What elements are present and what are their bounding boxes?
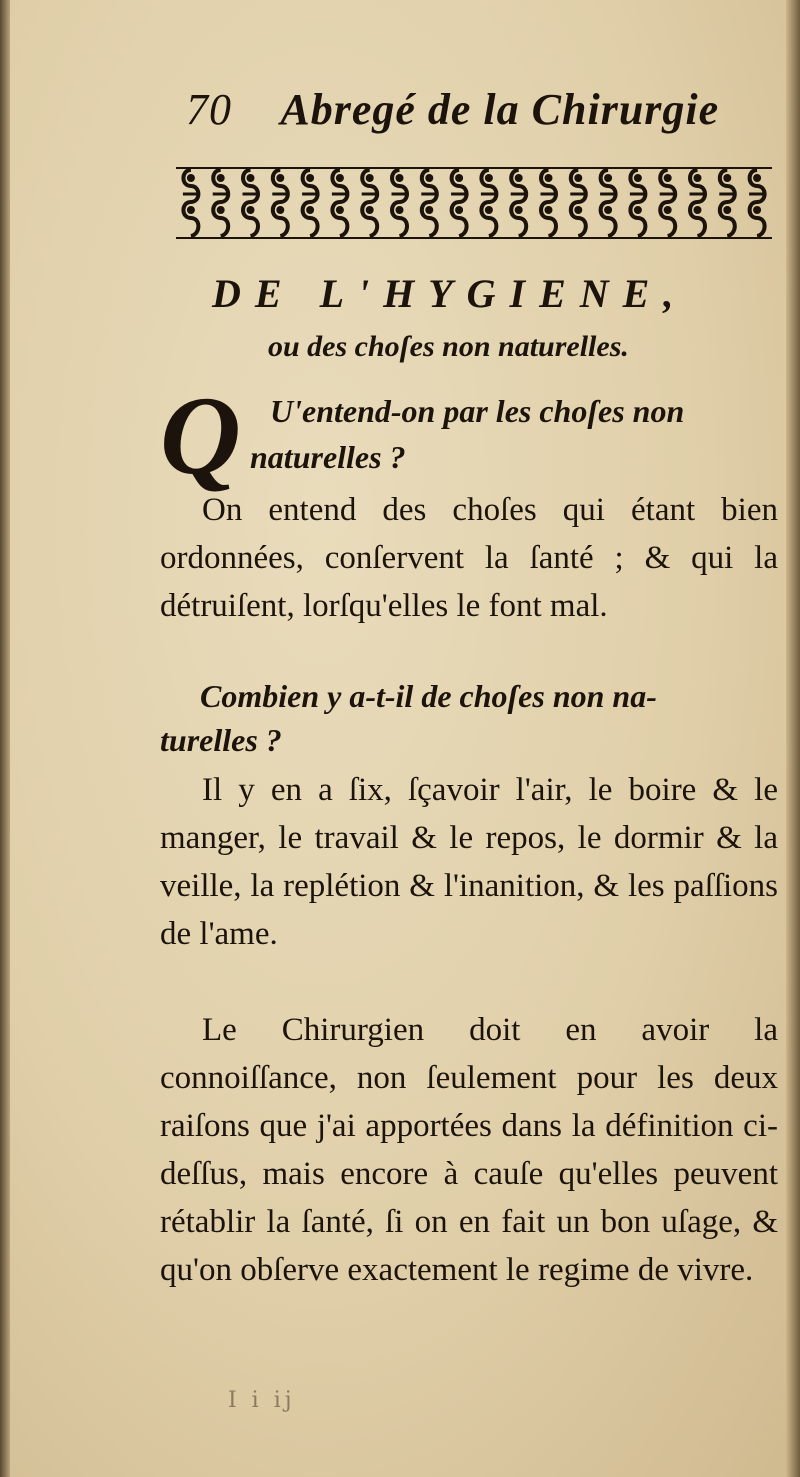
fleuron-glyph bbox=[600, 170, 616, 236]
answer-3-paragraph bbox=[160, 1006, 778, 1294]
question-2-line-1: Combien y a-t-il de choſes non na- bbox=[200, 678, 657, 714]
fleuron-glyph bbox=[630, 170, 646, 236]
fleuron-glyph bbox=[272, 170, 288, 236]
fleuron-glyph bbox=[421, 170, 437, 236]
question-1-line-1: U'entend-on par les choſes non bbox=[270, 393, 685, 429]
fleuron-glyph bbox=[362, 170, 378, 236]
page-edge-right bbox=[786, 0, 800, 1477]
fleuron-glyph bbox=[302, 170, 318, 236]
fleuron-glyph bbox=[451, 170, 467, 236]
fleuron-glyph bbox=[243, 170, 259, 236]
fleuron-glyph bbox=[332, 170, 348, 236]
running-head bbox=[186, 84, 719, 135]
fleuron-glyph bbox=[749, 170, 765, 236]
signature-mark: I i ij bbox=[228, 1388, 296, 1413]
fleuron-glyph bbox=[511, 170, 527, 236]
question-2 bbox=[160, 674, 780, 762]
fleuron-glyph bbox=[570, 170, 586, 236]
fleuron-glyph bbox=[481, 170, 497, 236]
fleuron-glyph bbox=[541, 170, 557, 236]
fleuron-glyph bbox=[392, 170, 408, 236]
answer-1-text: On entend des choſes qui étant bien ordonnées, conſervent la ſanté ; & qui la détruiſent, lorſqu'elles le font mal. bbox=[160, 492, 778, 624]
fleuron-band-ornament bbox=[176, 166, 772, 240]
question-2-line-2: turelles ? bbox=[160, 722, 282, 758]
answer-3-text: Le Chirurgien doit en avoir la connoiſſance, non ſeulement pour les deux raiſons que j'ai apportées dans la définition ci-deſſus, mais encore à cauſe qu'elles peuvent rétablir la ſanté, ſi on en fait un bon uſage, & qu'on obſerve exactement le regime de vivre. bbox=[160, 1012, 778, 1288]
answer-2-paragraph bbox=[160, 766, 778, 958]
fleuron-glyph bbox=[719, 170, 735, 236]
answer-2-text: Il y en a ſix, ſçavoir l'air, le boire & le manger, le travail & le repos, le dormir & la veille, la replétion & l'inanition, & les paſſions de l'ame. bbox=[160, 772, 778, 952]
drop-cap: Q bbox=[160, 374, 241, 498]
chapter-heading: DE L'HYGIENE, bbox=[212, 271, 688, 316]
running-title: Abregé de la Chirurgie bbox=[280, 85, 720, 134]
chapter-subheading: ou des choſes non naturelles. bbox=[268, 330, 629, 363]
page-gutter-left bbox=[0, 0, 10, 1477]
fleuron-glyph bbox=[213, 170, 229, 236]
page-number: 70 bbox=[186, 85, 232, 134]
answer-1-paragraph bbox=[160, 486, 778, 630]
question-1-line-2: naturelles ? bbox=[250, 439, 406, 475]
fleuron-glyph bbox=[660, 170, 676, 236]
fleuron-glyph bbox=[690, 170, 706, 236]
question-1 bbox=[250, 388, 778, 480]
fleuron-glyph bbox=[183, 170, 199, 236]
